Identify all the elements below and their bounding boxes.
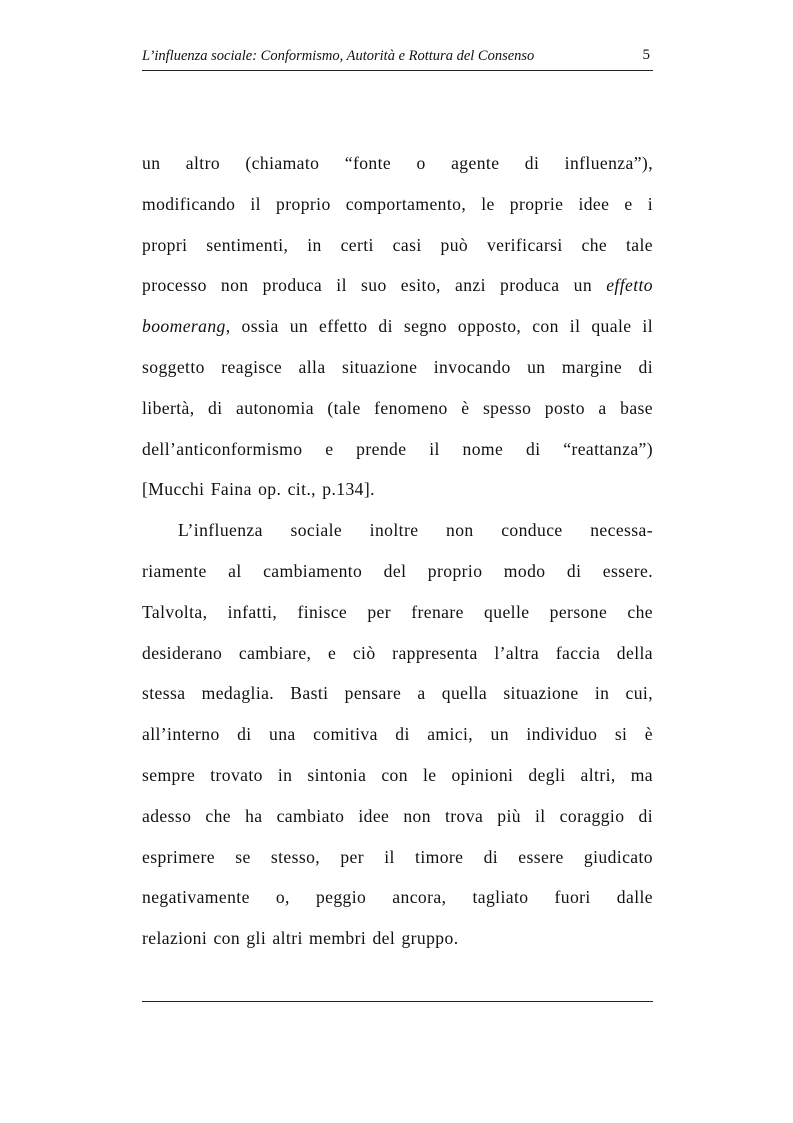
text-line: propri sentimenti, in certi casi può verificarsi che tale [142,234,653,255]
text-line: negativamente o, peggio ancora, tagliato fuori dalle [142,887,653,908]
text-line: dell’anticonformismo e prende il nome di “reattanza”) [142,438,653,459]
text-line: all’interno di una comitiva di amici, un individuo si è [142,724,653,745]
text-line: relazioni con gli altri membri del gruppo. [142,928,459,949]
text-line: esprimere se stesso, per il timore di essere giudicato [142,846,653,867]
italic-term: boomerang [142,316,226,337]
text-line: L’influenza sociale inoltre non conduce necessa- [178,520,653,541]
text-line: un altro (chiamato “fonte o agente di influenza”), [142,153,653,173]
body-text [142,143,653,959]
running-header [142,46,653,71]
text-line: sempre trovato in sintonia con le opinioni degli altri, ma [142,764,653,785]
text-line: Talvolta, infatti, finisce per frenare quelle persone che [142,601,653,622]
text-line: modificando il proprio comportamento, le proprie idee e i [142,193,653,214]
page-number: 5 [642,47,650,63]
italic-term: effetto [606,275,653,296]
text-line: libertà, di autonomia (tale fenomeno è spesso posto a base [142,397,653,418]
text-line: boomerang, ossia un effetto di segno opposto, con il quale il [142,316,653,337]
header-title: L’influenza sociale: Conformismo, Autorità e Rottura del Consenso [142,48,535,64]
footer-rule [142,1001,653,1002]
text-line: riamente al cambiamento del proprio modo di essere. [142,560,653,581]
text-line: adesso che ha cambiato idee non trova più il coraggio di [142,805,653,826]
text-line: desiderano cambiare, e ciò rappresenta l’altra faccia della [142,642,653,663]
text-line: processo non produca il suo esito, anzi produca un effetto [142,275,653,296]
text-line: soggetto reagisce alla situazione invocando un margine di [142,356,653,377]
text-line: [Mucchi Faina op. cit., p.134]. [142,479,375,500]
text-line: stessa medaglia. Basti pensare a quella situazione in cui, [142,683,653,704]
